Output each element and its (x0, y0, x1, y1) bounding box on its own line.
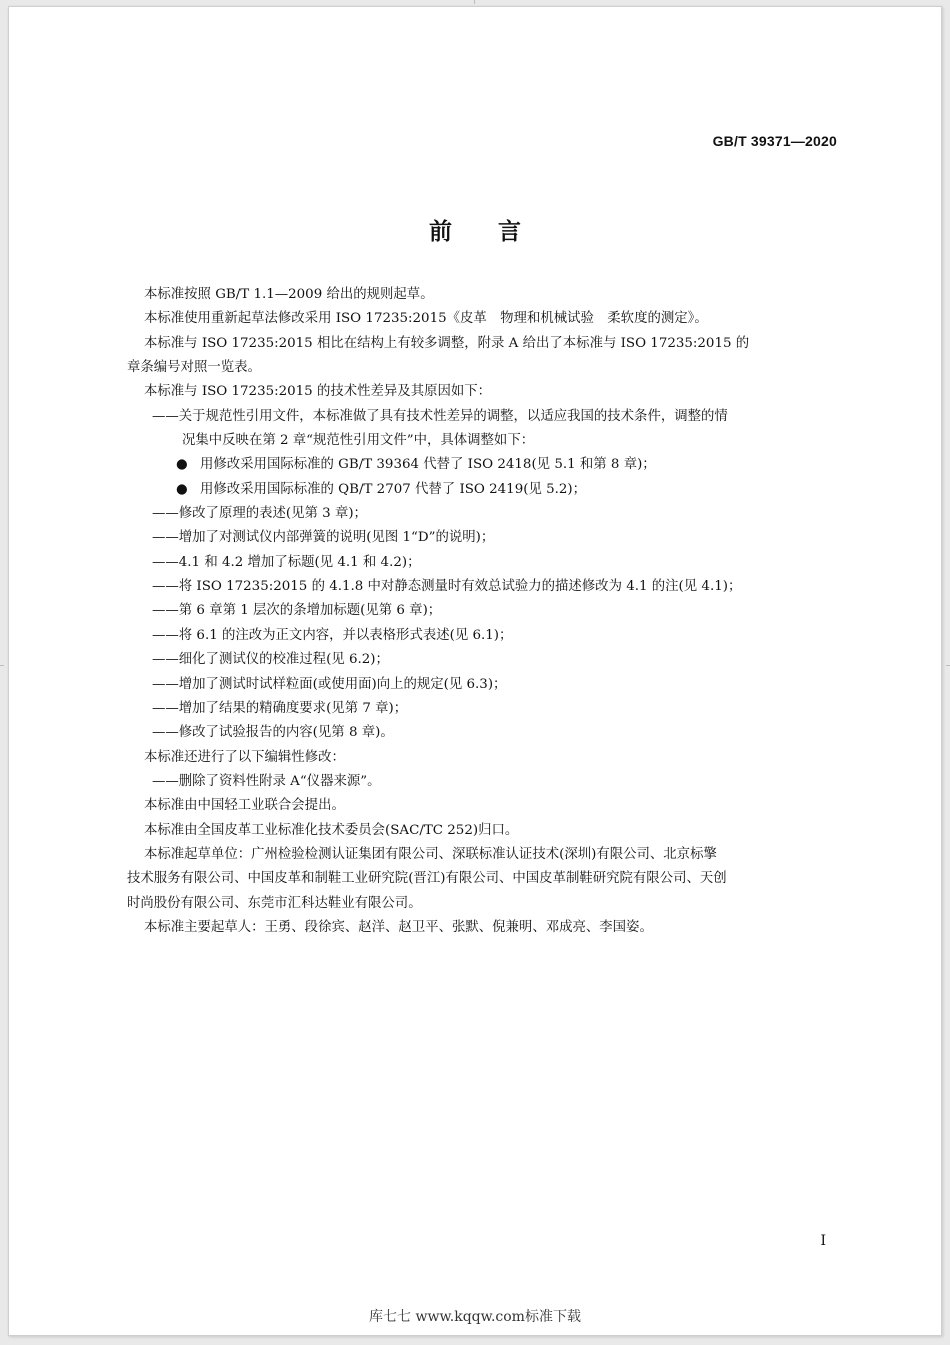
bullet-text: 用修改采用国际标准的 QB/T 2707 代替了 ISO 2419(见 5.2)； (200, 481, 586, 497)
bullet-text: 用修改采用国际标准的 GB/T 39364 代替了 ISO 2418(见 5.1 和第 8 章)； (200, 457, 656, 473)
crop-mark (946, 665, 950, 666)
dash-item: ——删除了资料性附录 A“仪器来源”。 (152, 773, 381, 789)
paragraph-continuation: 章条编号对照一览表。 (127, 360, 261, 376)
bullet-icon: ● (176, 457, 188, 473)
bullet-item (144, 453, 844, 477)
dash-item: ——将 6.1 的注改为正文内容，并以表格形式表述(见 6.1)； (152, 627, 513, 643)
page-number: I (820, 1233, 826, 1249)
paragraph: 本标准还进行了以下编辑性修改： (144, 749, 345, 765)
dash-item: ——增加了测试时试样粒面(或使用面)向上的规定(见 6.3)； (152, 676, 507, 692)
standard-number: GB/T 39371—2020 (712, 133, 837, 149)
dash-item: ——增加了对测试仪内部弹簧的说明(见图 1“D”的说明)； (152, 530, 495, 546)
paragraph-continuation: 技术服务有限公司、中国皮革和制鞋工业研究院(晋江)有限公司、中国皮革制鞋研究院有限公司、天创 (127, 871, 727, 887)
paragraph: 本标准主要起草人：王勇、段徐宾、赵洋、赵卫平、张默、倪兼明、邓成亮、李国姿。 (144, 919, 653, 935)
paragraph-continuation: 时尚股份有限公司、东莞市汇科达鞋业有限公司。 (127, 895, 422, 911)
foreword-body (127, 283, 844, 940)
dash-item: ——第 6 章第 1 层次的条增加标题(见第 6 章)； (152, 603, 442, 619)
paragraph: 本标准起草单位：广州检验检测认证集团有限公司、深联标准认证技术(深圳)有限公司、北京标擎 (144, 846, 717, 862)
dash-item: ——细化了测试仪的校准过程(见 6.2)； (152, 652, 389, 668)
dash-item: ——修改了试验报告的内容(见第 8 章)。 (152, 725, 394, 741)
dash-item: ——修改了原理的表述(见第 3 章)； (152, 506, 367, 522)
footer-watermark: 库七七 www.kqqw.com标准下载 (369, 1309, 581, 1325)
paragraph: 本标准与 ISO 17235:2015 的技术性差异及其原因如下： (144, 384, 492, 400)
paragraph: 本标准与 ISO 17235:2015 相比在结构上有较多调整，附录 A 给出了本标准与 ISO 17235:2015 的 (144, 335, 750, 351)
dash-item: ——关于规范性引用文件，本标准做了具有技术性差异的调整，以适应我国的技术条件，调整的情 (152, 408, 728, 424)
bullet-item (144, 478, 844, 502)
dash-item: ——将 ISO 17235:2015 的 4.1.8 中对静态测量时有效总试验力的描述修改为 4.1 的注(见 4.1)； (152, 579, 742, 595)
dash-item-continuation: 况集中反映在第 2 章“规范性引用文件”中，具体调整如下： (182, 433, 535, 449)
paragraph: 本标准由全国皮革工业标准化技术委员会(SAC/TC 252)归口。 (144, 822, 519, 838)
dash-item: ——增加了结果的精确度要求(见第 7 章)； (152, 700, 408, 716)
crop-mark (474, 0, 475, 4)
crop-mark (0, 665, 4, 666)
paragraph: 本标准由中国轻工业联合会提出。 (144, 798, 345, 814)
page-title: 前言 (429, 219, 567, 245)
dash-item: ——4.1 和 4.2 增加了标题(见 4.1 和 4.2)； (152, 554, 421, 570)
paragraph: 本标准使用重新起草法修改采用 ISO 17235:2015《皮革 物理和机械试验 柔软度的测定》。 (144, 311, 708, 327)
paragraph: 本标准按照 GB/T 1.1—2009 给出的规则起草。 (144, 287, 434, 302)
bullet-icon: ● (176, 481, 188, 497)
